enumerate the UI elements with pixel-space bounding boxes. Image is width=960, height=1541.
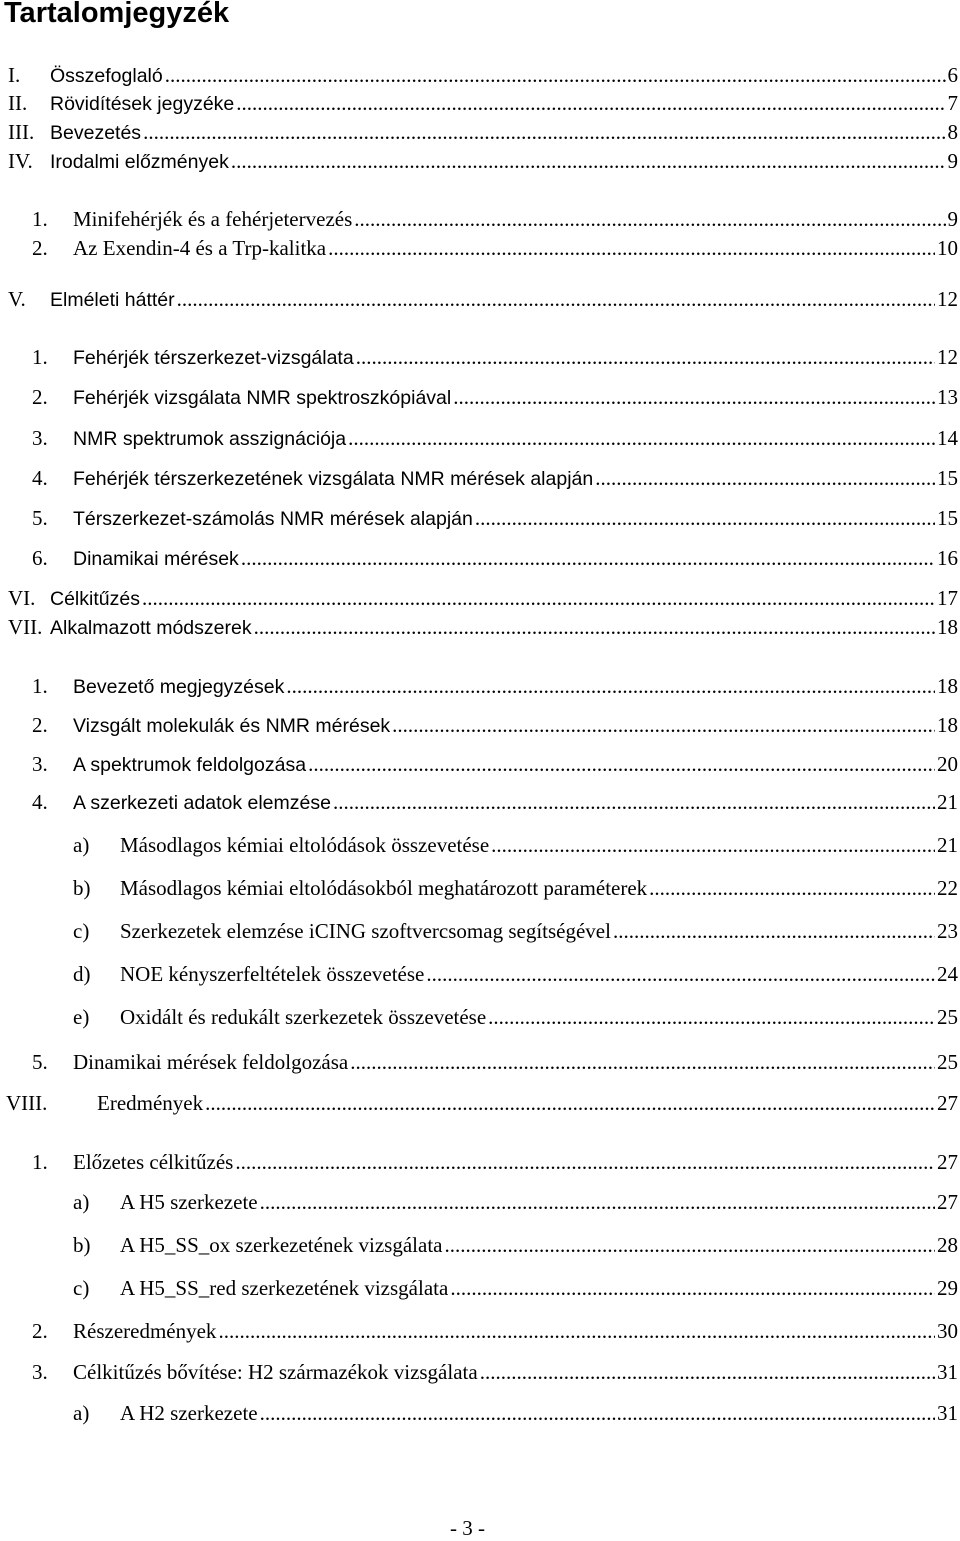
dot-leader xyxy=(333,789,935,815)
dot-leader xyxy=(475,505,935,531)
page-number: - 3 - xyxy=(450,1516,485,1540)
dot-leader xyxy=(143,119,945,145)
toc-entry[interactable] xyxy=(0,789,960,815)
toc-entry-title: Bevezetés xyxy=(50,122,142,144)
toc-entry-title: Alkalmazott módszerek xyxy=(50,617,252,639)
dot-leader xyxy=(445,1232,936,1258)
toc-entry-title: Összefoglaló xyxy=(50,65,163,87)
toc-entry[interactable] xyxy=(0,425,960,451)
toc-entry[interactable] xyxy=(0,505,960,531)
toc-entry-title: Minifehérjék és a fehérjetervezés xyxy=(73,207,353,231)
toc-entry[interactable] xyxy=(0,235,960,261)
toc-entry-title: Előzetes célkitűzés xyxy=(73,1150,234,1174)
toc-entry[interactable] xyxy=(0,832,960,858)
toc-entry-title: NMR spektrumok asszignációja xyxy=(73,428,347,450)
toc-entry-page: 25 xyxy=(937,1050,958,1074)
dot-leader xyxy=(488,1004,935,1030)
toc-entry-number: VII. xyxy=(8,615,43,639)
toc-entry[interactable] xyxy=(0,1149,960,1175)
toc-entry-title: Az Exendin-4 és a Trp-kalitka xyxy=(73,236,327,260)
toc-entry[interactable] xyxy=(0,206,960,232)
toc-entry-page: 15 xyxy=(937,506,958,530)
dot-leader xyxy=(142,585,935,611)
toc-entry-number: 1. xyxy=(32,345,48,369)
dot-leader xyxy=(308,751,935,777)
toc-entry[interactable] xyxy=(0,90,960,116)
toc-entry[interactable] xyxy=(0,545,960,571)
dot-leader xyxy=(348,425,935,451)
toc-entry[interactable] xyxy=(0,751,960,777)
toc-entry-title: Irodalmi előzmények xyxy=(50,151,229,173)
toc-entry-number: 1. xyxy=(32,1150,48,1174)
toc-entry-page: 27 xyxy=(937,1091,958,1115)
dot-leader xyxy=(260,1189,935,1215)
dot-leader xyxy=(453,384,935,410)
dot-leader xyxy=(613,918,935,944)
toc-entry-number: b) xyxy=(73,1233,91,1257)
toc-entry[interactable] xyxy=(0,585,960,611)
toc-entry-title: A H5_SS_ox szerkezetének vizsgálata xyxy=(120,1233,443,1257)
toc-entry-number: 2. xyxy=(32,1319,48,1343)
toc-entry[interactable] xyxy=(0,1275,960,1301)
toc-entry-title: A spektrumok feldolgozása xyxy=(73,754,307,776)
toc-entry-number: d) xyxy=(73,962,91,986)
toc-entry-title: Fehérjék térszerkezetének vizsgálata NMR mérések alapján xyxy=(73,468,594,490)
toc-entry-page: 9 xyxy=(947,149,958,173)
toc-entry-page: 30 xyxy=(937,1319,958,1343)
toc-entry-number: 4. xyxy=(32,790,48,814)
toc-entry-page: 31 xyxy=(937,1360,958,1384)
toc-entry-title: A szerkezeti adatok elemzése xyxy=(73,792,331,814)
toc-entry-page: 7 xyxy=(947,91,958,115)
toc-entry-number: V. xyxy=(8,287,26,311)
toc-entry-page: 16 xyxy=(937,546,958,570)
toc-entry-number: c) xyxy=(73,919,90,943)
dot-leader xyxy=(328,235,935,261)
toc-entry-title: Térszerkezet-számolás NMR mérések alapján xyxy=(73,508,473,530)
toc-entry-title: Oxidált és redukált szerkezetek összevetése xyxy=(120,1005,487,1029)
toc-entry-title: NOE kényszerfeltételek összevetése xyxy=(120,962,425,986)
toc-entry[interactable] xyxy=(0,673,960,699)
toc-entry-number: VI. xyxy=(8,586,36,610)
dot-leader xyxy=(231,148,946,174)
toc-entry-page: 27 xyxy=(937,1150,958,1174)
toc-entry[interactable] xyxy=(0,465,960,491)
toc-entry[interactable] xyxy=(0,286,960,312)
toc-entry-number: VIII. xyxy=(6,1091,48,1115)
toc-entry-number: 2. xyxy=(32,713,48,737)
toc-entry-title: Eredmények xyxy=(97,1091,204,1115)
dot-leader xyxy=(595,465,935,491)
toc-entry-title: Részeredmények xyxy=(73,1319,217,1343)
toc-entry-page: 13 xyxy=(937,385,958,409)
toc-entry-page: 12 xyxy=(937,345,958,369)
toc-entry-page: 21 xyxy=(937,790,958,814)
dot-leader xyxy=(426,961,935,987)
toc-entry-page: 27 xyxy=(937,1190,958,1214)
toc-entry-title: Fehérjék térszerkezet-vizsgálata xyxy=(73,347,354,369)
toc-entry[interactable] xyxy=(0,1400,960,1426)
toc-entry-number: a) xyxy=(73,1401,90,1425)
toc-entry-number: II. xyxy=(8,91,28,115)
toc-entry[interactable] xyxy=(0,961,960,987)
dot-leader xyxy=(286,673,935,699)
toc-entry-number: 2. xyxy=(32,236,48,260)
toc-entry-title: Másodlagos kémiai eltolódások összevetése xyxy=(120,833,490,857)
toc-entry-number: a) xyxy=(73,833,90,857)
toc-entry-page: 20 xyxy=(937,752,958,776)
toc-entry-page: 18 xyxy=(937,713,958,737)
dot-leader xyxy=(480,1359,935,1385)
toc-entry-page: 14 xyxy=(937,426,958,450)
toc-entry-page: 24 xyxy=(937,962,958,986)
toc-entry-number: 6. xyxy=(32,546,48,570)
toc-entry[interactable] xyxy=(0,918,960,944)
dot-leader xyxy=(392,712,935,738)
toc-entry-number: e) xyxy=(73,1005,90,1029)
page-title: Tartalomjegyzék xyxy=(4,0,230,29)
toc-entry[interactable] xyxy=(0,1359,960,1385)
toc-entry[interactable] xyxy=(0,1004,960,1030)
toc-entry-title: Bevezető megjegyzések xyxy=(73,676,285,698)
toc-entry-title: A H2 szerkezete xyxy=(120,1401,258,1425)
toc-entry-number: 5. xyxy=(32,506,48,530)
toc-entry-title: Másodlagos kémiai eltolódásokból meghatározott paraméterek xyxy=(120,876,648,900)
toc-entry-number: b) xyxy=(73,876,91,900)
toc-entry-page: 15 xyxy=(937,466,958,490)
dot-leader xyxy=(236,90,945,116)
toc-entry-number: 1. xyxy=(32,207,48,231)
toc-entry-number: 3. xyxy=(32,752,48,776)
dot-leader xyxy=(491,832,935,858)
toc-entry[interactable] xyxy=(0,614,960,640)
toc-entry[interactable] xyxy=(0,62,960,88)
toc-entry-page: 12 xyxy=(937,287,958,311)
toc-entry-page: 25 xyxy=(937,1005,958,1029)
dot-leader xyxy=(649,875,935,901)
toc-entry-page: 29 xyxy=(937,1276,958,1300)
toc-entry-number: 1. xyxy=(32,674,48,698)
toc-entry-page: 8 xyxy=(947,120,958,144)
toc-entry-title: Célkitűzés bővítése: H2 származékok vizsgálata xyxy=(73,1360,478,1384)
toc-entry-title: Dinamikai mérések feldolgozása xyxy=(73,1050,349,1074)
toc-entry-page: 23 xyxy=(937,919,958,943)
toc-entry[interactable] xyxy=(0,344,960,370)
toc-entry-page: 31 xyxy=(937,1401,958,1425)
dot-leader xyxy=(356,344,935,370)
toc-entry-number: 4. xyxy=(32,466,48,490)
toc-entry-title: Rövidítések jegyzéke xyxy=(50,93,235,115)
toc-entry[interactable] xyxy=(0,1318,960,1344)
toc-entry-number: 2. xyxy=(32,385,48,409)
toc-entry-number: a) xyxy=(73,1190,90,1214)
dot-leader xyxy=(350,1049,935,1075)
toc-entry-number: c) xyxy=(73,1276,90,1300)
toc-entry-page: 18 xyxy=(937,674,958,698)
toc-entry[interactable] xyxy=(0,384,960,410)
toc-entry-title: Dinamikai mérések xyxy=(73,548,239,570)
dot-leader xyxy=(177,286,935,312)
toc-entry[interactable] xyxy=(0,1232,960,1258)
toc-entry-page: 17 xyxy=(937,586,958,610)
toc-entry-number: 3. xyxy=(32,1360,48,1384)
dot-leader xyxy=(254,614,935,640)
toc-entry[interactable] xyxy=(0,712,960,738)
toc-entry[interactable] xyxy=(0,1090,960,1116)
toc-entry[interactable] xyxy=(0,1049,960,1075)
toc-entry-page: 28 xyxy=(937,1233,958,1257)
toc-entry-page: 18 xyxy=(937,615,958,639)
dot-leader xyxy=(235,1149,935,1175)
dot-leader xyxy=(218,1318,935,1344)
toc-entry-page: 6 xyxy=(947,63,958,87)
toc-entry-title: Célkitűzés xyxy=(50,588,140,610)
toc-entry-page: 21 xyxy=(937,833,958,857)
toc-entry-number: I. xyxy=(8,63,21,87)
toc-entry[interactable] xyxy=(0,1189,960,1215)
toc-entry-title: Vizsgált molekulák és NMR mérések xyxy=(73,715,391,737)
toc-entry-title: A H5 szerkezete xyxy=(120,1190,258,1214)
toc-entry[interactable] xyxy=(0,148,960,174)
dot-leader xyxy=(450,1275,935,1301)
toc-entry-number: 3. xyxy=(32,426,48,450)
toc-entry-number: III. xyxy=(8,120,35,144)
toc-entry-page: 22 xyxy=(937,876,958,900)
dot-leader xyxy=(165,62,946,88)
dot-leader xyxy=(260,1400,935,1426)
toc-entry-page: 10 xyxy=(937,236,958,260)
dot-leader xyxy=(241,545,935,571)
toc-entry-title: Fehérjék vizsgálata NMR spektroszkópiával xyxy=(73,387,452,409)
dot-leader xyxy=(205,1090,935,1116)
toc-entry[interactable] xyxy=(0,875,960,901)
toc-entry-title: Elméleti háttér xyxy=(50,289,175,311)
toc-entry[interactable] xyxy=(0,119,960,145)
toc-entry-title: Szerkezetek elemzése iCING szoftvercsomag segítségével xyxy=(120,919,611,943)
toc-entry-number: 5. xyxy=(32,1050,48,1074)
toc-entry-number: IV. xyxy=(8,149,33,173)
toc-entry-title: A H5_SS_red szerkezetének vizsgálata xyxy=(120,1276,449,1300)
dot-leader xyxy=(354,206,945,232)
toc-entry-page: 9 xyxy=(947,207,958,231)
